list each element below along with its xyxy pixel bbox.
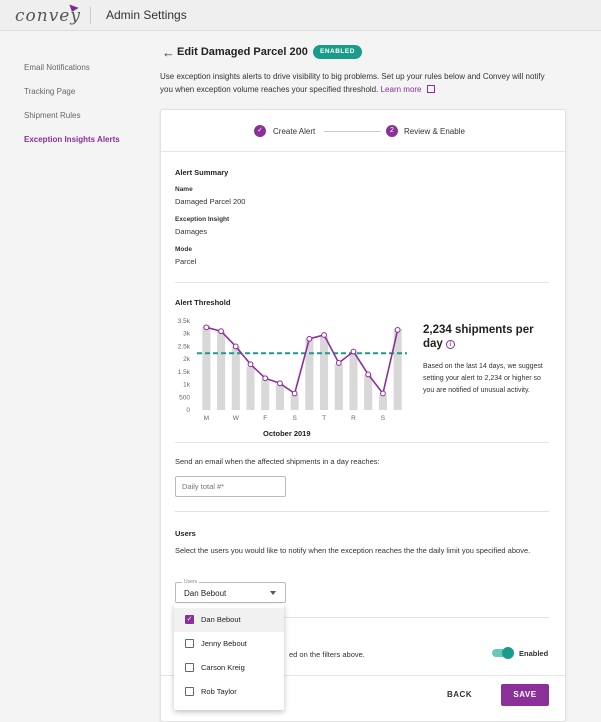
- user-option[interactable]: [174, 608, 284, 632]
- trend-point: [263, 376, 268, 381]
- chart-bar: [335, 364, 343, 410]
- checkbox-icon[interactable]: [185, 687, 194, 696]
- chart-bar: [291, 395, 299, 410]
- users-dropdown-menu: [174, 604, 284, 710]
- y-tick-label: 1.5k: [177, 368, 190, 376]
- mode-label: Mode: [175, 246, 192, 253]
- sidebar: [0, 31, 146, 722]
- send-email-text: Send an email when the affected shipments in a day reaches:: [175, 457, 380, 466]
- user-option[interactable]: [174, 680, 284, 704]
- divider: [175, 442, 549, 443]
- name-value: Damaged Parcel 200: [175, 197, 246, 206]
- y-tick-label: 500: [179, 394, 190, 402]
- status-badge: ENABLED: [313, 45, 362, 59]
- intro-body: Use exception insights alerts to drive visibility to big problems. Set up your rules below and Convey will notify you when exception volume reaches your specified threshold.: [160, 72, 545, 94]
- trend-point: [219, 329, 224, 334]
- step-create-alert[interactable]: Create Alert: [273, 127, 316, 136]
- x-tick-label: F: [263, 415, 268, 422]
- threshold-headline: [423, 323, 553, 351]
- y-tick-label: 3k: [183, 330, 190, 338]
- daily-total-input[interactable]: [175, 476, 286, 497]
- y-tick-label: 2k: [183, 356, 190, 364]
- users-title: Users: [175, 529, 196, 538]
- trend-point: [366, 372, 371, 377]
- sidebar-item-email-notifications[interactable]: Email Notifications: [24, 63, 90, 72]
- chart-bar: [379, 395, 387, 410]
- threshold-title: Alert Threshold: [175, 298, 231, 307]
- user-option-label: Rob Taylor: [201, 687, 237, 696]
- y-tick-label: 3.5k: [177, 318, 190, 325]
- divider: [175, 511, 549, 512]
- trend-point: [204, 325, 209, 330]
- chart-bar: [320, 336, 328, 410]
- checkbox-icon[interactable]: [185, 639, 194, 648]
- trend-point: [307, 336, 312, 341]
- page-title: Edit Damaged Parcel 200: [177, 46, 308, 58]
- user-option[interactable]: [174, 656, 284, 680]
- enable-description: ed on the filters above.: [289, 650, 365, 659]
- users-description: Select the users you would like to notify when the exception reaches the the daily limit you specified above.: [175, 546, 531, 555]
- chart-bar: [232, 346, 240, 410]
- sidebar-item-shipment-rules[interactable]: Shipment Rules: [24, 111, 81, 120]
- chart-bar: [217, 331, 225, 410]
- users-select[interactable]: [175, 579, 286, 603]
- trend-point: [336, 361, 341, 366]
- intro-text: [160, 70, 550, 96]
- learn-more-link[interactable]: Learn more: [380, 85, 422, 94]
- sidebar-item-exception-insights-alerts[interactable]: Exception Insights Alerts: [24, 135, 120, 144]
- chart-bar: [246, 367, 254, 410]
- chart-bar: [202, 326, 210, 410]
- trend-point: [395, 328, 400, 333]
- summary-title: Alert Summary: [175, 168, 229, 177]
- app-title: Admin Settings: [106, 8, 187, 22]
- user-option-label: Carson Kreig: [201, 663, 245, 672]
- name-label: Name: [175, 186, 193, 193]
- chart-bar: [349, 352, 357, 410]
- chart-xlabel: October 2019: [263, 429, 311, 438]
- checkbox-icon[interactable]: [185, 663, 194, 672]
- mode-value: Parcel: [175, 257, 197, 266]
- x-tick-label: M: [203, 415, 210, 422]
- sidebar-item-tracking-page[interactable]: Tracking Page: [24, 87, 76, 96]
- y-tick-label: 1k: [183, 381, 190, 389]
- trend-point: [322, 333, 327, 338]
- chart-bar: [364, 374, 372, 410]
- insight-value: Damages: [175, 227, 208, 236]
- user-option-label: Jenny Bebout: [201, 639, 247, 648]
- chart-bar: [276, 385, 284, 410]
- step-check-icon: ✓: [254, 125, 266, 137]
- x-tick-label: S: [380, 415, 386, 422]
- save-button[interactable]: SAVE: [501, 684, 549, 706]
- trend-point: [351, 349, 356, 354]
- y-tick-label: 0: [186, 407, 190, 414]
- info-icon[interactable]: i: [446, 340, 455, 349]
- chart-bar: [261, 379, 269, 410]
- trend-point: [381, 391, 386, 396]
- threshold-headline-text: 2,234 shipments per day: [423, 324, 534, 350]
- trend-point: [292, 391, 297, 396]
- threshold-description: Based on the last 14 days, we suggest setting your alert to 2,234 or higher so you are notified of unusual activity.: [423, 363, 543, 394]
- users-select-value: Dan Bebout: [184, 589, 227, 598]
- header-divider: [90, 7, 91, 24]
- chevron-down-icon[interactable]: [270, 591, 276, 595]
- users-select-label: Users: [184, 579, 198, 585]
- toggle-knob[interactable]: [502, 647, 514, 659]
- back-arrow-icon[interactable]: ←: [162, 45, 175, 60]
- trend-point: [278, 381, 283, 386]
- insight-label: Exception Insight: [175, 216, 230, 223]
- external-link-icon[interactable]: [427, 85, 435, 93]
- x-tick-label: T: [322, 415, 327, 422]
- x-tick-label: R: [351, 415, 356, 422]
- step-review-enable[interactable]: Review & Enable: [404, 127, 465, 136]
- toggle-label: Enabled: [519, 649, 549, 658]
- y-tick-label: 2.5k: [177, 343, 190, 351]
- back-button[interactable]: BACK: [447, 690, 473, 699]
- convey-logo[interactable]: convey: [15, 6, 81, 26]
- step-number-2: 2: [386, 125, 398, 137]
- top-bar: [0, 0, 601, 31]
- checkbox-checked-icon[interactable]: ✓: [186, 616, 193, 623]
- user-option-label: Dan Bebout: [201, 615, 241, 624]
- trend-point: [248, 362, 253, 367]
- user-option[interactable]: [174, 632, 284, 656]
- enabled-toggle[interactable]: [492, 649, 512, 657]
- trend-point: [233, 344, 238, 349]
- x-tick-label: W: [232, 415, 239, 422]
- x-tick-label: S: [292, 415, 297, 422]
